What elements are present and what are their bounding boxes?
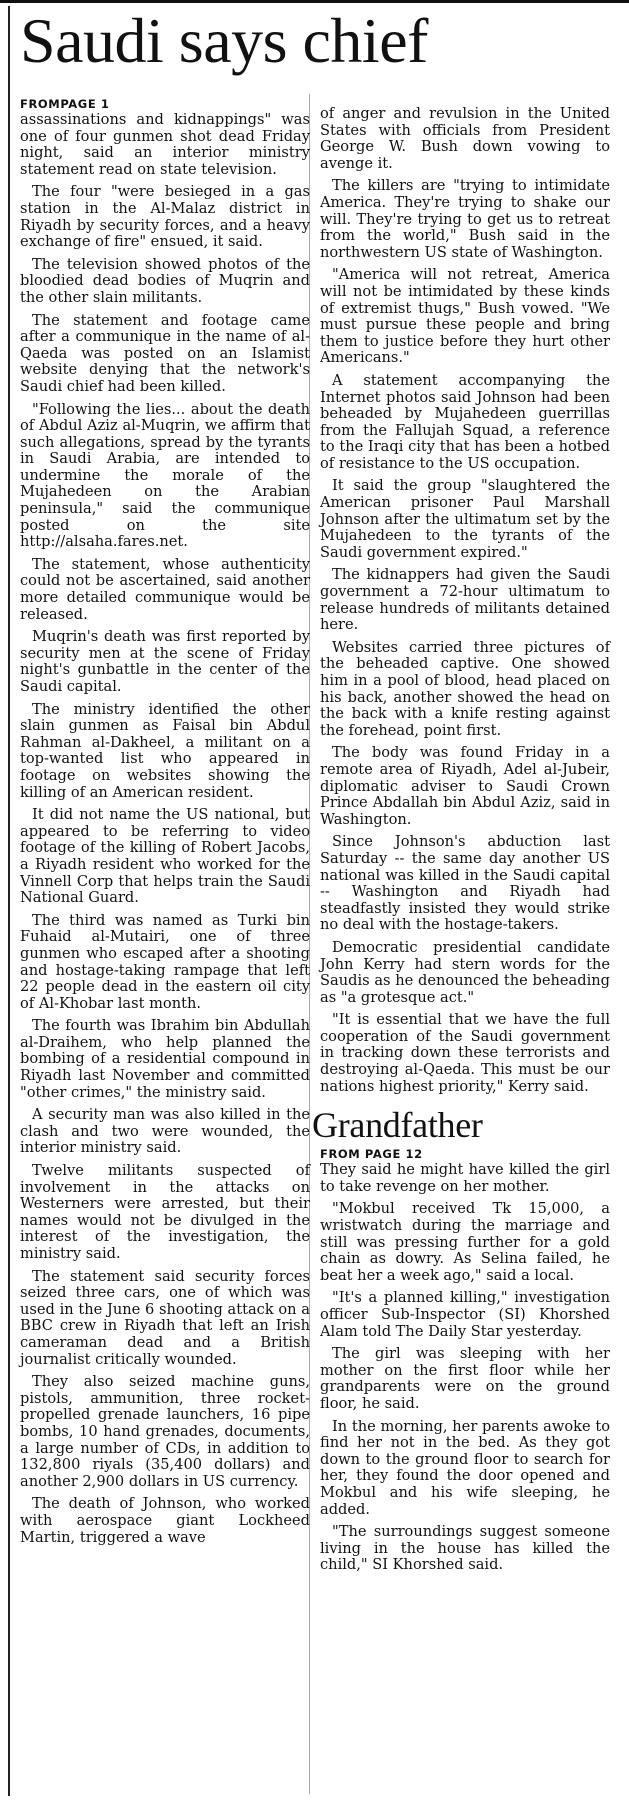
paragraph: "It is essential that we have the full cooperation of the Saudi government in tracking down these terrorists and destroying al-Qaeda. This must be our nations highest priority," Kerry said. (320, 1011, 610, 1095)
paragraph: The statement said security forces seized three cars, one of which was used in the June 6 shooting attack on a BBC crew in Riyadh that left an Irish cameraman dead and a British journalist critically wounded. (20, 1267, 310, 1368)
paragraph: "Mokbul received Tk 15,000, a wristwatch during the marriage and still was pressing further for a gold chain as dowry. As Selina failed, he beat her a week ago," said a local. (320, 1200, 610, 1284)
left-margin-rule (8, 6, 10, 1796)
paragraph: The statement, whose authenticity could not be ascertained, said another more detailed communique would be released. (20, 555, 310, 623)
paragraph: Democratic presidential candidate John Kerry had stern words for the Saudis as he denounced the beheading as "a grotesque act." (320, 938, 610, 1006)
paragraph: A security man was also killed in the clash and two were wounded, the interior ministry said. (20, 1106, 310, 1157)
paragraph: It did not name the US national, but appeared to be referring to video footage of the killing of Robert Jacobs, a Riyadh resident who worked for the Vinnell Corp that helps train the Saudi National Guard. (20, 806, 310, 907)
paragraph: Twelve militants suspected of involvement in the attacks on Westerners were arrested, but their names would not be divulged in the interest of the investigation, the ministry said. (20, 1162, 310, 1262)
jump-kicker: FROMPAGE 1 (20, 97, 110, 111)
left-column (20, 97, 310, 1552)
paragraph: The kidnappers had given the Saudi government a 72-hour ultimatum to release hundreds of militants detained here. (320, 566, 610, 634)
paragraph: Websites carried three pictures of the beheaded captive. One showed him in a pool of blood, head placed on his back, another showed the head on the back with a knife resting against the forehead, point first. (320, 638, 610, 739)
paragraph: In the morning, her parents awoke to find her not in the bed. As they got down to the ground floor to search for her, they found the door opened and Mokbul and his wife sleeping, he added. (320, 1417, 610, 1518)
paragraph: The girl was sleeping with her mother on the first floor while her grandparents were on the ground floor, he said. (320, 1345, 610, 1412)
paragraph: of anger and revulsion in the United States with officials from President George W. Bush down vowing to avenge it. (320, 105, 610, 172)
paragraph: It said the group "slaughtered the American prisoner Paul Marshall Johnson after the ultimatum set by the Mujahedeen to the tyrants of the Saudi government expired." (320, 477, 610, 561)
right-column (312, 105, 610, 1580)
paragraph: They also seized machine guns, pistols, ammunition, three rocket-propelled grenade launchers, 16 pipe bombs, 10 hand grenades, documents, a large number of CDs, in addition to 132,800 riyals (35,400 dollars) and another 2,900 dollars in US currency. (20, 1373, 310, 1490)
paragraph: The four "were besieged in a gas station in the Al-Malaz district in Riyadh by security forces, and a heavy exchange of fire" ensued, it said. (20, 183, 310, 251)
paragraph: The ministry identified the other slain gunmen as Faisal bin Abdul Rahman al-Dakheel, a militant on a top-wanted list who appeared in footage on websites showing the killing of an American resident. (20, 700, 310, 801)
paragraph: The body was found Friday in a remote area of Riyadh, Adel al-Jubeir, diplomatic adviser to Saudi Crown Prince Abdallah bin Abdul Aziz, said in Washington. (320, 744, 610, 828)
paragraph: The death of Johnson, who worked with aerospace giant Lockheed Martin, triggered a wave (20, 1495, 310, 1546)
paragraph: "America will not retreat, America will not be intimidated by these kinds of extremist thugs," Bush vowed. "We must pursue these people and bring them to justice before they hurt other Americans." (320, 266, 610, 367)
paragraph: They said he might have killed the girl to take revenge on her mother. (320, 1161, 610, 1195)
paragraph: The fourth was Ibrahim bin Abdullah al-Draihem, who help planned the bombing of a residential compound in Riyadh last November and committed "other crimes," the ministry said. (20, 1017, 310, 1101)
paragraph: The third was named as Turki bin Fuhaid al-Mutairi, one of three gunmen who escaped after a shooting and hostage-taking rampage that left 22 people dead in the eastern oil city of Al-Khobar last month. (20, 911, 310, 1012)
paragraph: A statement accompanying the Internet photos said Johnson had been beheaded by Mujahedeen guerrillas from the Fallujah Squad, a reference to the Iraqi city that has been a hotbed of resistance to the US occupation. (320, 371, 610, 472)
top-rule (0, 0, 629, 3)
paragraph: The killers are "trying to intimidate America. They're trying to shake our will. They're trying to get us to retreat from the world," Bush said in the northwestern US state of Washington. (320, 177, 610, 261)
paragraph: "It's a planned killing," investigation officer Sub-Inspector (SI) Khorshed Alam told The Daily Star yesterday. (320, 1289, 610, 1340)
paragraph: The television showed photos of the bloodied dead bodies of Muqrin and the other slain militants. (20, 255, 310, 306)
second-story-kicker: FROM PAGE 12 (320, 1147, 423, 1162)
paragraph: "Following the lies... about the death of Abdul Aziz al-Muqrin, we affirm that such allegations, spread by the tyrants in Saudi Arabia, are intended to undermine the morale of the Mujahedeen on the Arabian peninsula," said the communique posted on the site http://alsaha.fares.net. (20, 400, 310, 551)
paragraph: Muqrin's death was first reported by security men at the scene of Friday night's gunbattle in the center of the Saudi capital. (20, 628, 310, 695)
second-story-headline: Grandfather (312, 1105, 483, 1146)
paragraph: assassinations and kidnappings" was one of four gunmen shot dead Friday night, said an interior ministry statement read on state television. (20, 111, 310, 178)
paragraph: The statement and footage came after a communique in the name of al-Qaeda was posted on an Islamist website denying that the network's Saudi chief had been killed. (20, 311, 310, 395)
headline: Saudi says chief (20, 5, 428, 76)
paragraph: Since Johnson's abduction last Saturday -- the same day another US national was killed in the Saudi capital -- Washington and Riyadh had steadfastly insisted they would strike no deal with the hostage-takers. (320, 833, 610, 934)
paragraph: "The surroundings suggest someone living in the house has killed the child," SI Khorshed said. (320, 1523, 610, 1574)
